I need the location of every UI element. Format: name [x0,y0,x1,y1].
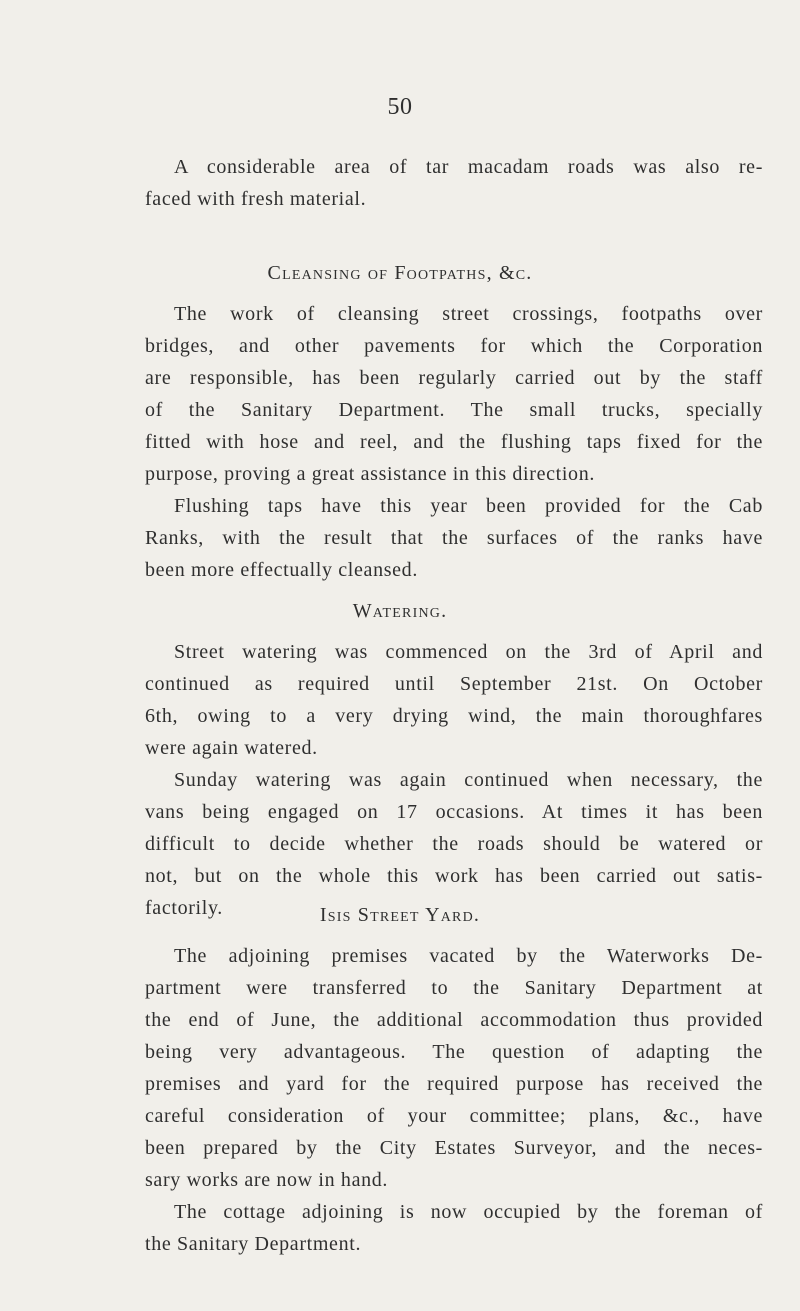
text-line: Sunday watering was again continued when necessary, the [174,769,763,791]
text-line: The cottage adjoining is now occupied by the foreman of [174,1201,763,1223]
section-heading-cleansing: Cleansing of Footpaths, &c. [267,262,533,284]
text-line: continued as required until September 21st. On October [145,673,763,695]
text-line: been more effectually cleansed. [145,559,418,581]
text-line: were again watered. [145,737,318,759]
text-line: being very advantageous. The question of adapting the [145,1041,763,1063]
text-line: The adjoining premises vacated by the Waterworks De- [174,945,763,967]
text-line: partment were transferred to the Sanitary Department at [145,977,763,999]
text-line: the Sanitary Department. [145,1233,362,1255]
text-line: The work of cleansing street crossings, footpaths over [174,303,763,325]
text-line: premises and yard for the required purpose has received the [145,1073,763,1095]
section-heading-isis-street-yard: Isis Street Yard. [319,904,481,926]
page-number: 50 [387,94,413,120]
intro-paragraph [145,151,763,215]
text-line: bridges, and other pavements for which the Corporation [145,335,763,357]
text-line: careful consideration of your committee; plans, &c., have [145,1105,763,1127]
isis-paragraph-2 [145,1196,763,1260]
watering-paragraph-2 [145,764,763,924]
text-line: faced with fresh material. [145,188,367,210]
text-line: A considerable area of tar macadam roads was also re- [174,156,763,178]
text-line: 6th, owing to a very drying wind, the main thoroughfares [145,705,763,727]
text-line: are responsible, has been regularly carried out by the staff [145,367,763,389]
isis-paragraph-1 [145,940,763,1196]
text-line: Flushing taps have this year been provided for the Cab [174,495,763,517]
cleansing-paragraph-2 [145,490,763,586]
text-line: sary works are now in hand. [145,1169,389,1191]
text-line: difficult to decide whether the roads should be watered or [145,833,763,855]
text-line: of the Sanitary Department. The small trucks, specially [145,399,763,421]
text-line: Street watering was commenced on the 3rd of April and [174,641,763,663]
text-line: Ranks, with the result that the surfaces of the ranks have [145,527,763,549]
text-line: fitted with hose and reel, and the flushing taps fixed for the [145,431,763,453]
text-line: vans being engaged on 17 occasions. At times it has been [145,801,763,823]
watering-paragraph-1 [145,636,763,764]
cleansing-paragraph-1 [145,298,763,490]
text-line: not, but on the whole this work has been carried out satis- [145,865,763,887]
text-line: been prepared by the City Estates Surveyor, and the neces- [145,1137,763,1159]
text-line: factorily. [145,897,223,919]
section-heading-watering: Watering. [352,600,448,622]
text-line: purpose, proving a great assistance in this direction. [145,463,595,485]
text-line: the end of June, the additional accommodation thus provided [145,1009,763,1031]
